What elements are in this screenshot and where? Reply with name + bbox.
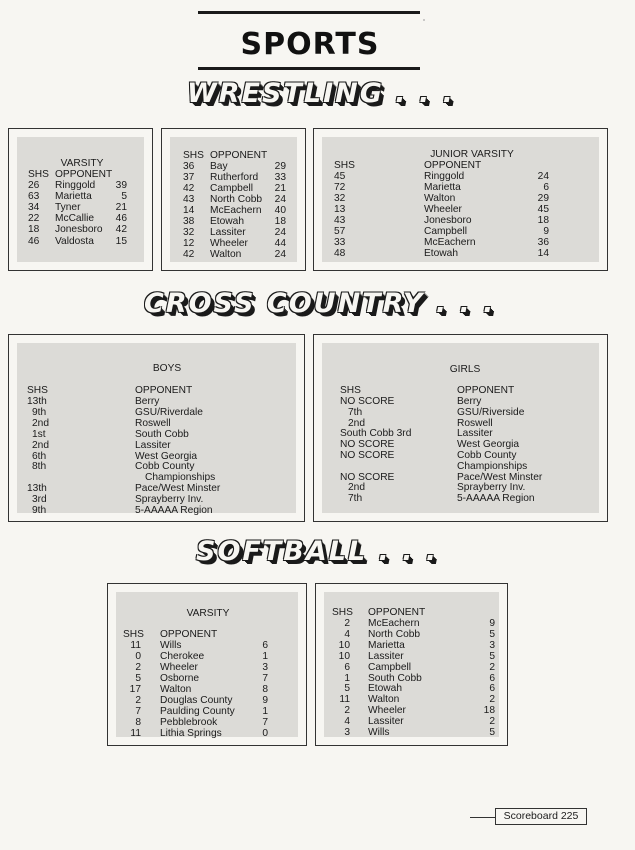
opponent-name: Marietta	[55, 191, 92, 203]
shs-score: 13	[334, 203, 346, 215]
shs-score: 0	[135, 650, 141, 662]
opponent-name: McEachern	[210, 204, 262, 216]
opponent-name: West Georgia	[135, 450, 198, 462]
shs-score: 2nd	[348, 482, 365, 494]
shs-score: 8	[135, 716, 141, 728]
opponent-name: Wheeler	[160, 661, 198, 673]
page-footer: Scoreboard 225	[495, 808, 587, 825]
header-rule-bottom	[198, 67, 420, 70]
shs-score: 13th	[27, 396, 47, 407]
opponent-name: Roswell	[135, 417, 171, 429]
opponent-score: 44	[274, 237, 286, 249]
panel	[17, 343, 296, 516]
opponent-name: Ringgold	[55, 180, 96, 191]
column-header-opponent: OPPONENT	[55, 169, 113, 180]
header-rule-top	[198, 11, 420, 14]
opponent-score: 18	[537, 214, 549, 226]
shs-score: 2	[135, 694, 141, 706]
opponent-name: South Cobb	[368, 672, 422, 684]
opponent-name: Valdosta	[55, 235, 94, 247]
speck	[423, 19, 425, 21]
shs-score: 57	[334, 225, 346, 237]
opponent-score: 24	[537, 171, 549, 182]
shs-score: 1	[344, 672, 350, 684]
opponent-name: Cherokee	[160, 650, 205, 662]
opponent-name: Marietta	[424, 181, 461, 193]
opponent-name: GSU/Riverdale	[135, 406, 203, 418]
opponent-name: Jonesboro	[424, 214, 472, 226]
opponent-name: Marietta	[368, 639, 405, 651]
shs-score: 72	[334, 181, 346, 193]
panel	[322, 343, 599, 513]
shs-score: 2	[344, 618, 350, 629]
shs-score: 42	[183, 182, 195, 194]
opponent-name: Douglas County	[160, 694, 233, 706]
opponent-name: Walton	[210, 248, 242, 260]
shs-score: 7	[135, 705, 141, 717]
opponent-name: Wills	[368, 727, 390, 738]
shs-score: 46	[28, 235, 40, 247]
panel	[17, 137, 144, 262]
panel	[324, 592, 499, 737]
shs-score: 4	[344, 628, 350, 640]
opponent-score: 39	[115, 180, 127, 191]
opponent-score: 0	[262, 727, 268, 739]
shs-score: 22	[28, 213, 40, 225]
shs-score: 3rd	[32, 494, 47, 506]
shs-score: NO SCORE	[340, 450, 395, 461]
opponent-name: Championships	[457, 460, 528, 472]
shs-score: 7th	[348, 406, 363, 418]
opponent-name: Lassiter	[210, 226, 246, 238]
shs-score: 1st	[32, 428, 46, 440]
opponent-name: Walton	[160, 683, 192, 695]
opponent-name: Cobb County	[135, 461, 195, 473]
shs-score: 4	[344, 716, 350, 728]
column-header-opponent: OPPONENT	[210, 150, 268, 161]
shs-score: 17	[129, 683, 141, 695]
table-title: GIRLS	[449, 364, 481, 375]
opponent-name: Roswell	[457, 417, 493, 429]
opponent-score: 24	[274, 226, 286, 238]
opponent-name: Lassiter	[135, 439, 171, 451]
opponent-name: Wills	[160, 640, 182, 651]
wrestling-varsity-box-1	[8, 128, 153, 271]
opponent-name: Tyner	[55, 202, 81, 214]
opponent-name: Campbell	[210, 182, 254, 194]
shs-score: 33	[334, 236, 346, 248]
opponent-score: 14	[537, 247, 549, 259]
opponent-name: West Georgia	[457, 439, 520, 451]
opponent-score: 1	[262, 705, 268, 717]
column-header-shs: SHS	[183, 150, 204, 161]
shs-score: 6th	[32, 450, 47, 462]
shs-score: 2nd	[348, 417, 365, 429]
opponent-score: 5	[121, 191, 127, 203]
opponent-score: 3	[489, 639, 495, 651]
wrestling-jv-box	[313, 128, 608, 271]
opponent-score: 18	[483, 705, 495, 717]
table-title: JUNIOR VARSITY	[430, 149, 514, 160]
opponent-name: 5-AAAAA Region	[135, 505, 213, 516]
opponent-score: 42	[115, 224, 127, 236]
shs-score: 43	[183, 193, 195, 205]
opponent-name: Pebblebrook	[160, 716, 218, 728]
opponent-name: McEachern	[368, 618, 420, 629]
wrestling-varsity-box-2	[161, 128, 306, 271]
opponent-score: 21	[115, 202, 127, 214]
cross-country-boys-box	[8, 334, 305, 522]
opponent-name: 5-AAAAA Region	[457, 493, 535, 505]
opponent-score: 15	[115, 235, 127, 247]
opponent-score: 5	[489, 628, 495, 640]
opponent-score: 5	[489, 650, 495, 662]
opponent-name: Berry	[457, 396, 482, 407]
column-header-shs: SHS	[123, 629, 144, 640]
opponent-name: Campbell	[368, 661, 412, 673]
shs-score: 18	[28, 224, 40, 236]
opponent-name: Osborne	[160, 672, 200, 684]
opponent-score: 21	[274, 182, 286, 194]
shs-score: NO SCORE	[340, 471, 395, 483]
opponent-name: North Cobb	[368, 628, 421, 640]
shs-score: 13th	[27, 483, 47, 495]
opponent-name: Championships	[145, 472, 216, 484]
shs-score: 8th	[32, 461, 47, 473]
opponent-name: McCallie	[55, 213, 95, 225]
opponent-name: Etowah	[210, 215, 244, 227]
opponent-name: South Cobb	[135, 428, 189, 440]
opponent-score: 2	[489, 694, 495, 706]
shs-score: 10	[338, 639, 350, 651]
shs-score: 11	[130, 640, 141, 651]
opponent-name: Pace/West Minster	[135, 483, 221, 495]
column-header-shs: SHS	[332, 607, 353, 618]
opponent-name: Ringgold	[424, 171, 465, 182]
opponent-score: 45	[537, 203, 549, 215]
softball-heading: SOFTBALL . . .	[196, 536, 439, 567]
table-title: VARSITY	[60, 158, 104, 169]
shs-score: 10	[338, 650, 350, 662]
opponent-score: 6	[262, 640, 268, 651]
wrestling-heading: WRESTLING . . .	[187, 78, 455, 109]
opponent-name: Lassiter	[368, 650, 404, 662]
column-header-opponent: OPPONENT	[135, 385, 193, 396]
shs-score: 43	[334, 214, 346, 226]
table-title: BOYS	[152, 363, 182, 374]
shs-score: 36	[183, 161, 195, 172]
opponent-score: 40	[274, 204, 286, 216]
opponent-name: Berry	[135, 396, 160, 407]
opponent-score: 5	[489, 727, 495, 738]
softball-varsity-box-1	[107, 583, 307, 746]
opponent-name: Bay	[210, 161, 228, 172]
opponent-score: 2	[489, 661, 495, 673]
cross-country-girls-box	[313, 334, 608, 522]
opponent-score: 8	[262, 683, 268, 695]
shs-score: NO SCORE	[340, 439, 395, 451]
shs-score: 2nd	[32, 417, 49, 429]
opponent-name: GSU/Riverside	[457, 406, 525, 418]
column-header-shs: SHS	[28, 169, 49, 180]
opponent-name: Jonesboro	[55, 224, 103, 236]
opponent-name: Walton	[424, 192, 456, 204]
column-header-opponent: OPPONENT	[457, 385, 515, 396]
footer-rule	[470, 817, 495, 818]
shs-score: 3	[344, 727, 350, 738]
opponent-score: 2	[489, 716, 495, 728]
shs-score: 2	[344, 705, 350, 717]
column-header-opponent: OPPONENT	[368, 607, 426, 618]
opponent-name: Wheeler	[424, 203, 462, 215]
opponent-score: 9	[543, 225, 549, 237]
opponent-score: 6	[543, 181, 549, 193]
shs-score: 2	[135, 661, 141, 673]
opponent-score: 29	[537, 192, 549, 204]
opponent-score: 29	[274, 161, 286, 172]
shs-score: 37	[183, 171, 195, 183]
shs-score: 11	[339, 694, 350, 706]
opponent-name: Lithia Springs	[160, 727, 222, 739]
shs-score: 42	[183, 248, 195, 260]
opponent-score: 3	[262, 661, 268, 673]
shs-score: South Cobb 3rd	[340, 428, 412, 440]
shs-score: 9th	[32, 505, 47, 516]
shs-score: 11	[130, 727, 141, 739]
column-header-shs: SHS	[334, 160, 355, 171]
opponent-score: 1	[262, 650, 268, 662]
column-header-shs: SHS	[340, 385, 361, 396]
shs-score: 34	[28, 202, 40, 214]
opponent-name: Lassiter	[368, 716, 404, 728]
shs-score: 5	[344, 683, 350, 695]
opponent-name: Cobb County	[457, 450, 517, 461]
opponent-score: 9	[489, 618, 495, 629]
opponent-name: Etowah	[424, 247, 458, 259]
shs-score: 7th	[348, 493, 363, 505]
panel	[322, 137, 599, 262]
opponent-name: Campbell	[424, 225, 468, 237]
shs-score: 12	[183, 237, 195, 249]
opponent-score: 6	[489, 672, 495, 684]
opponent-name: Rutherford	[210, 171, 259, 183]
opponent-name: McEachern	[424, 236, 476, 248]
panel	[116, 592, 298, 737]
opponent-score: 9	[262, 694, 268, 706]
shs-score: 48	[334, 247, 346, 259]
opponent-name: North Cobb	[210, 193, 263, 205]
opponent-name: Pace/West Minster	[457, 471, 543, 483]
opponent-name: Walton	[368, 694, 400, 706]
column-header-opponent: OPPONENT	[424, 160, 482, 171]
shs-score: NO SCORE	[340, 396, 395, 407]
shs-score: 9th	[32, 406, 47, 418]
opponent-score: 33	[274, 171, 286, 183]
shs-score: 26	[28, 180, 40, 191]
shs-score: 63	[28, 191, 40, 203]
opponent-score: 36	[537, 236, 549, 248]
opponent-name: Etowah	[368, 683, 402, 695]
opponent-score: 24	[274, 248, 286, 260]
panel	[170, 137, 297, 262]
opponent-score: 46	[115, 213, 127, 225]
shs-score: 32	[183, 226, 195, 238]
shs-score: 38	[183, 215, 195, 227]
shs-score: 2nd	[32, 439, 49, 451]
opponent-score: 7	[262, 716, 268, 728]
table-title: VARSITY	[186, 608, 230, 619]
opponent-score: 7	[262, 672, 268, 684]
opponent-name: Wheeler	[210, 237, 248, 249]
opponent-name: Sprayberry Inv.	[135, 494, 204, 506]
column-header-shs: SHS	[27, 385, 48, 396]
shs-score: 32	[334, 192, 346, 204]
opponent-score: 24	[274, 193, 286, 205]
opponent-score: 6	[489, 683, 495, 695]
shs-score: 5	[135, 672, 141, 684]
shs-score: 6	[344, 661, 350, 673]
opponent-name: Lassiter	[457, 428, 493, 440]
page-title: SPORTS	[240, 27, 380, 62]
shs-score: 45	[334, 171, 346, 182]
opponent-name: Wheeler	[368, 705, 406, 717]
shs-score: 14	[183, 204, 195, 216]
opponent-name: Sprayberry Inv.	[457, 482, 526, 494]
cross-country-heading: CROSS COUNTRY . . .	[144, 288, 496, 319]
column-header-opponent: OPPONENT	[160, 629, 218, 640]
opponent-score: 18	[274, 215, 286, 227]
softball-varsity-box-2	[315, 583, 508, 746]
opponent-name: Paulding County	[160, 705, 235, 717]
